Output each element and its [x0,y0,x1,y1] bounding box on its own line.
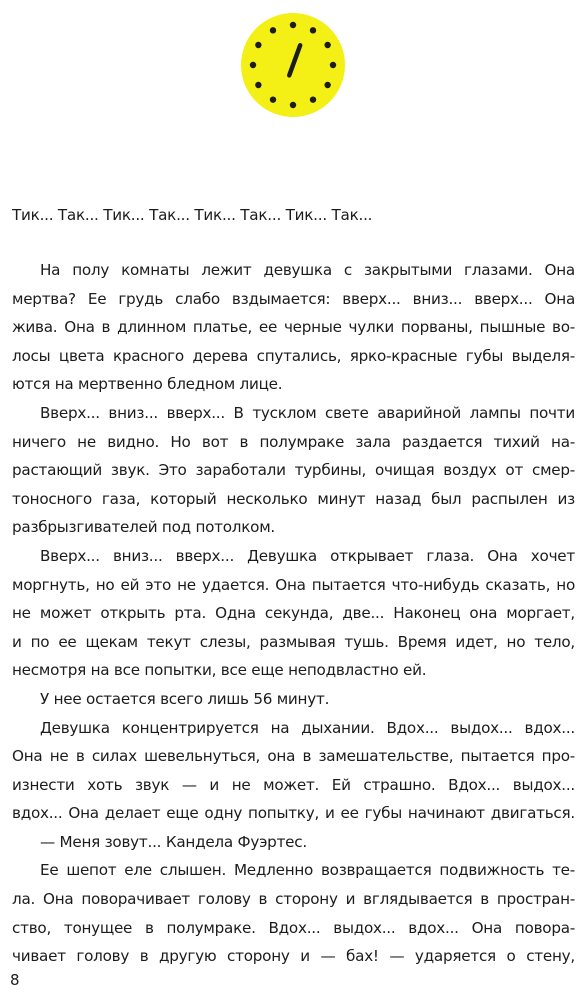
text-line: ла. Она поворачивает голову в сторону и вглядывается в простран- [12,890,575,909]
page-number: 8 [10,971,20,989]
clock-tick [330,62,336,68]
text-line: чивает голову в другую сторону и — бах! — ударяется о стену, [12,947,575,966]
epigraph: Тик... Так... Тик... Так... Тик... Так... Тик... Так... [12,206,373,224]
clock-tick [324,42,330,48]
text-line: — Меня зовут... Кандела Фуэртес. [40,832,307,851]
text-line: изнести хоть звук — и не может. Ей страшно. Вдох... выдох... [12,775,575,794]
clock-tick [310,27,316,33]
text-line: вдох... Она делает еще одну попытку, и ее губы начинают двигаться. [12,804,575,823]
text-line: растающий звук. Это заработали турбины, очищая воздух от смер- [12,461,575,480]
text-line: У нее остается всего лишь 56 минут. [40,689,330,708]
text-line: не может открыть рта. Одна секунда, две... Наконец она моргает, [12,604,575,623]
text-line: Вверх... вниз... вверх... В тусклом свете аварийной лампы почти [40,403,575,422]
text-line: Вверх... вниз... вверх... Девушка открывает глаза. Она хочет [40,546,575,565]
text-line: разбрызгивателей под потолком. [12,518,276,537]
text-line: ничего не видно. Но вот в полумраке зала раздается тихий на- [12,432,575,451]
clock-tick [324,82,330,88]
clock-tick [255,42,261,48]
text-line: ются на мертвенно бледном лице. [12,375,283,394]
clock-tick [270,96,276,102]
body-text [12,256,575,971]
text-line: Она не в силах шевельнуться, она в замешательстве, пытается про- [12,747,575,766]
epigraph-block [12,201,575,230]
text-line: и по ее щекам текут слезы, размывая тушь. Время идет, но тело, [12,632,575,651]
text-line: ство, тонущее в полумраке. Вдох... выдох... вдох... Она повора- [12,918,575,937]
clock-tick [270,27,276,33]
text-line: лосы цвета красного дерева спутались, ярко-красные губы выделя- [12,346,575,365]
clock-tick [250,62,256,68]
clock-tick [290,22,296,28]
text-line: жива. Она в длинном платье, ее черные чулки порваны, пышные во- [12,318,575,337]
text-line: Ее шепот еле слышен. Медленно возвращается подвижность те- [40,861,575,880]
clock-tick [290,102,296,108]
text-line: несмотря на все попытки, все еще неподвластно ей. [12,661,427,680]
text-line: Девушка концентрируется на дыхании. Вдох... выдох... вдох... [40,718,575,737]
text-line: тоносного газа, который несколько минут назад был распылен из [12,489,575,508]
clock-icon [240,12,346,118]
clock-tick [255,82,261,88]
text-line: моргнуть, но ей это не удается. Она пытается что-нибудь сказать, но [12,575,575,594]
text-line: На полу комнаты лежит девушка с закрытыми глазами. Она [40,261,575,279]
text-line: мертва? Ее грудь слабо вздымается: вверх... вниз... вверх... Она [12,289,575,308]
clock-tick [310,96,316,102]
